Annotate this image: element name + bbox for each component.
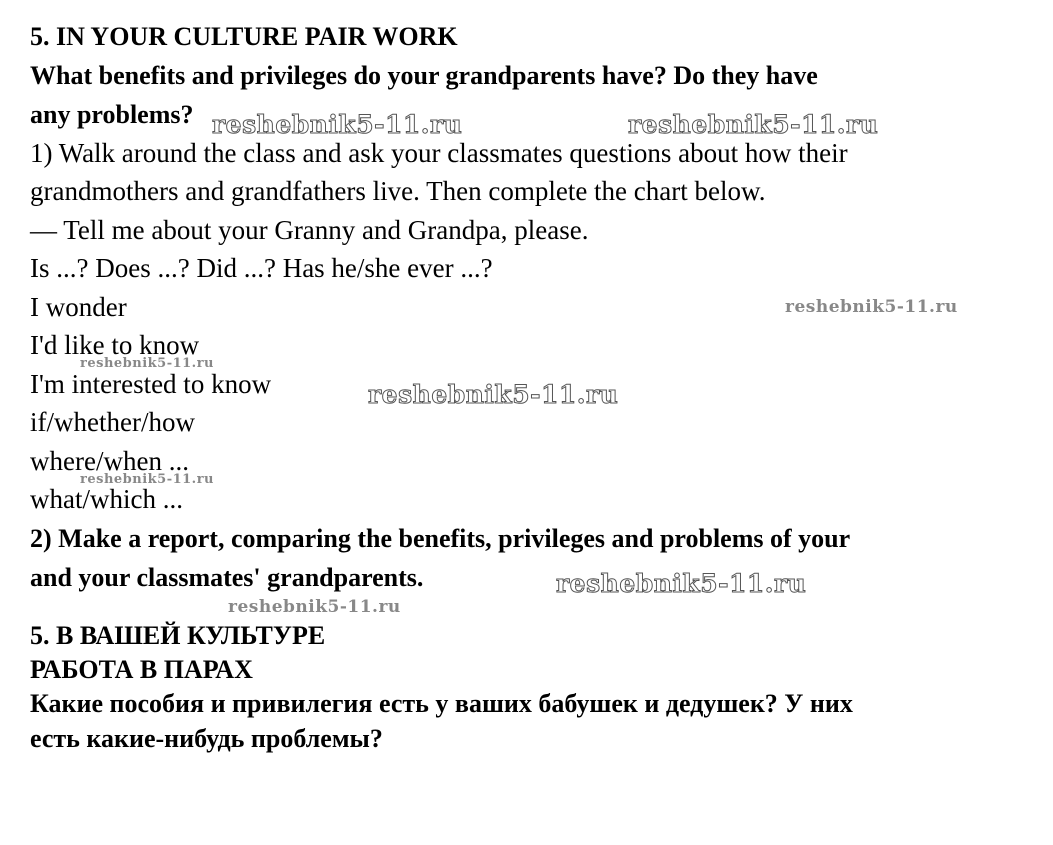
russian-question-line-2: есть какие-нибудь проблемы? (30, 724, 383, 753)
russian-question-line-1: Какие пособия и привилегия есть у ваших бабушек и дедушек? У них (30, 689, 853, 718)
watermark: reshebnik5-11.ru (80, 472, 215, 487)
task2-line-2: and your classmates' grandparents. (30, 563, 424, 592)
task1-line-2: grandmothers and grandfathers live. Then complete the chart below. (30, 176, 766, 206)
section-heading: 5. IN YOUR CULTURE PAIR WORK (30, 22, 458, 51)
russian-heading-line-1: 5. В ВАШЕЙ КУЛЬТУРЕ (30, 621, 326, 650)
question-patterns: Is ...? Does ...? Did ...? Has he/she ever ...? (30, 253, 493, 283)
phrase-item: I'd like to know (30, 330, 200, 360)
dialogue-prompt: — Tell me about your Granny and Grandpa, please. (30, 215, 589, 245)
watermark: reshebnik5-11.ru (556, 569, 807, 598)
watermark: reshebnik5-11.ru (368, 380, 619, 409)
phrase-item: where/when ... (30, 446, 189, 476)
watermark: reshebnik5-11.ru (785, 297, 958, 317)
phrase-item: if/whether/how (30, 407, 195, 437)
task1-line-1: 1) Walk around the class and ask your classmates questions about how their (30, 138, 848, 168)
task2-line-1: 2) Make a report, comparing the benefits, privileges and problems of your (30, 524, 851, 553)
watermark: reshebnik5-11.ru (228, 597, 401, 617)
question-line-2: any problems? (30, 100, 194, 129)
watermark: reshebnik5-11.ru (628, 110, 879, 139)
phrase-item: what/which ... (30, 484, 183, 514)
russian-heading-line-2: РАБОТА В ПАРАХ (30, 655, 253, 684)
question-line-1: What benefits and privileges do your grandparents have? Do they have (30, 61, 818, 90)
phrase-item: I wonder (30, 292, 127, 322)
watermark: reshebnik5-11.ru (212, 110, 463, 139)
phrase-item: I'm interested to know (30, 369, 272, 399)
watermark: reshebnik5-11.ru (80, 356, 215, 371)
